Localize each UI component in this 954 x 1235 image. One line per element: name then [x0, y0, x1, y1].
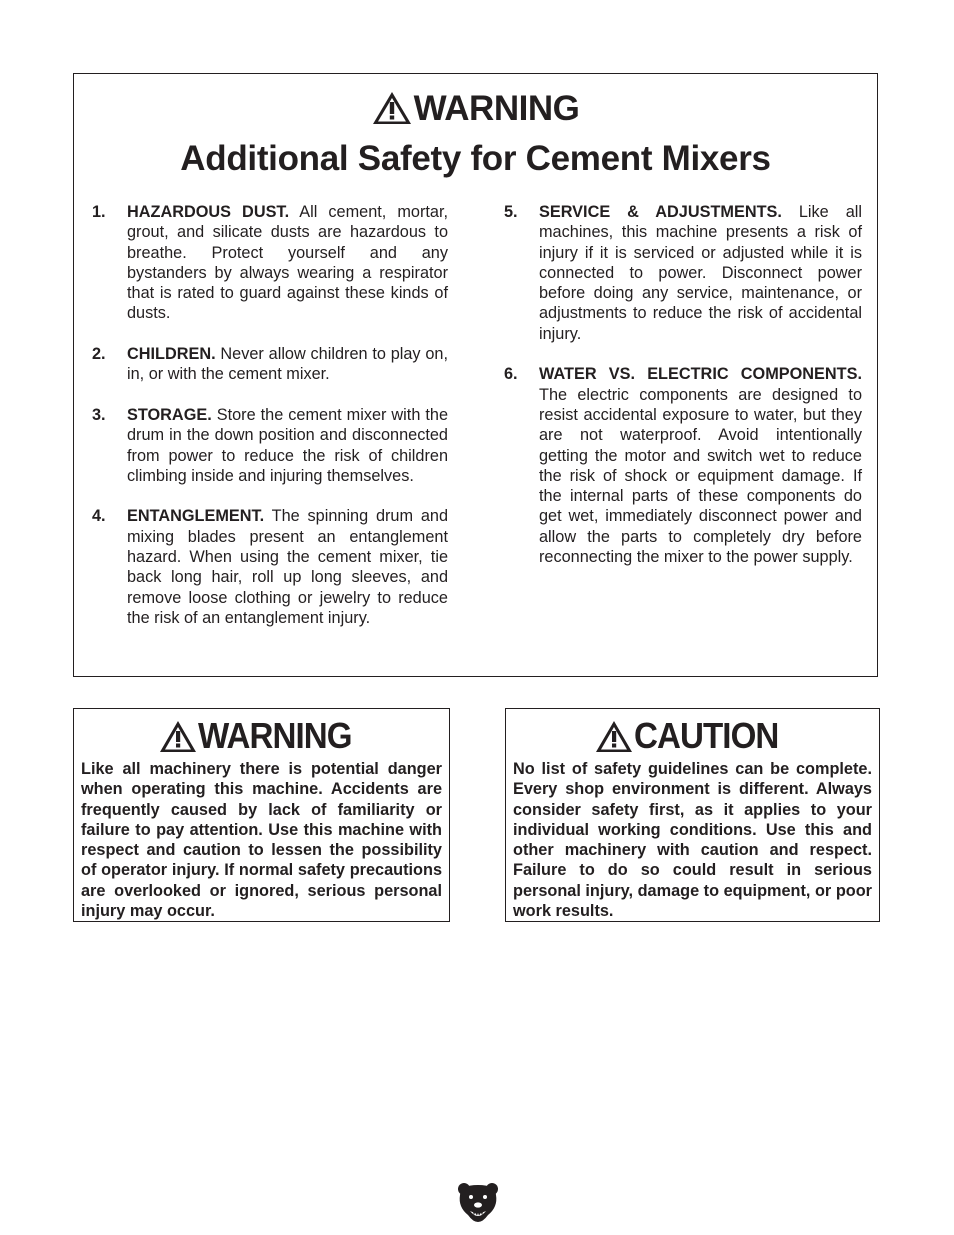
item-text: All cement, mortar, grout, and silicate dusts are hazardous to breathe. Protect yourself and any bystanders by always wearing a respirator that is rated to guard against these kinds of dusts. [127, 203, 449, 323]
item-number: 5. [504, 203, 518, 221]
warning-triangle-icon [595, 720, 633, 753]
caution-signal-word: CAUTION [633, 715, 778, 756]
caution-box-header [506, 716, 879, 756]
list-item [92, 344, 448, 385]
warning-triangle-icon [159, 720, 197, 753]
left-column [92, 202, 448, 649]
main-warning-header [74, 87, 877, 129]
item-text: Like all machines, this machine presents a risk of injury if it is serviced or adjusted while it is connected to power. Disconnect power before doing any service, maintenance, or adjustments to reduce the risk of accidental injury. [539, 203, 862, 343]
main-signal-word: WARNING [413, 88, 580, 128]
main-warning-box [73, 73, 878, 677]
warning-box-text: Like all machinery there is potential danger when operating this machine. Accidents are frequently caused by lack of familiarity or failure to pay attention. Use this machine with respect and caution to lessen the possibility of operator injury. If normal safety precautions are overlooked or ignored, serious personal injury may occur. [81, 760, 442, 921]
warning-triangle-icon [372, 91, 412, 125]
bear-logo-icon [456, 1181, 500, 1223]
list-item [92, 202, 448, 324]
item-number: 6. [504, 365, 518, 384]
item-text: The spinning drum and mixing blades present an entanglement hazard. When using the cement mixer, tie back long hair, roll up long sleeves, and remove loose clothing or jewelry to reduce the risk of an entanglement injury. [127, 507, 448, 627]
item-number: 3. [92, 405, 106, 424]
warning-box-header [74, 716, 449, 756]
item-label: CHILDREN. [127, 345, 216, 364]
page-title: Additional Safety for Cement Mixers [180, 139, 771, 178]
list-item [92, 506, 448, 628]
right-column [504, 202, 862, 588]
item-text: Store the cement mixer with the drum in the down position and disconnected from power to reduce the risk of children climbing inside and injuring themselves. [127, 405, 448, 485]
item-number: 4. [92, 507, 106, 526]
item-label: ENTANGLEMENT. [127, 507, 265, 526]
item-label: HAZARDOUS DUST. [127, 203, 290, 221]
list-item [92, 405, 448, 486]
warning-box [73, 708, 450, 922]
item-text: The electric components are designed to resist accidental exposure to water, but they are not waterproof. Avoid intentionally getting the motor and switch wet to reduce the risk of shock or equipment damage. If the internal parts of these components do get wet, immediately disconnect power and allow the parts to completely dry before reconnecting the mixer to the power supply. [539, 385, 862, 567]
item-number: 2. [92, 345, 106, 364]
item-label: WATER VS. ELECTRIC COMPONENTS. [539, 365, 862, 384]
warning-signal-word: WARNING [197, 715, 352, 756]
item-number: 1. [92, 203, 106, 221]
item-label: SERVICE & ADJUSTMENTS. [539, 203, 782, 221]
list-item [504, 364, 862, 567]
caution-box [505, 708, 880, 922]
item-label: STORAGE. [127, 405, 212, 424]
caution-box-text: No list of safety guidelines can be complete. Every shop environment is different. Always consider safety first, as it applies to your individual working conditions. Use this and other machinery with caution and respect. Failure to do so could result in serious personal injury, damage to equipment, or poor work results. [513, 760, 872, 921]
list-item [504, 202, 862, 344]
item-text: Never allow children to play on, in, or with the cement mixer. [127, 345, 448, 384]
